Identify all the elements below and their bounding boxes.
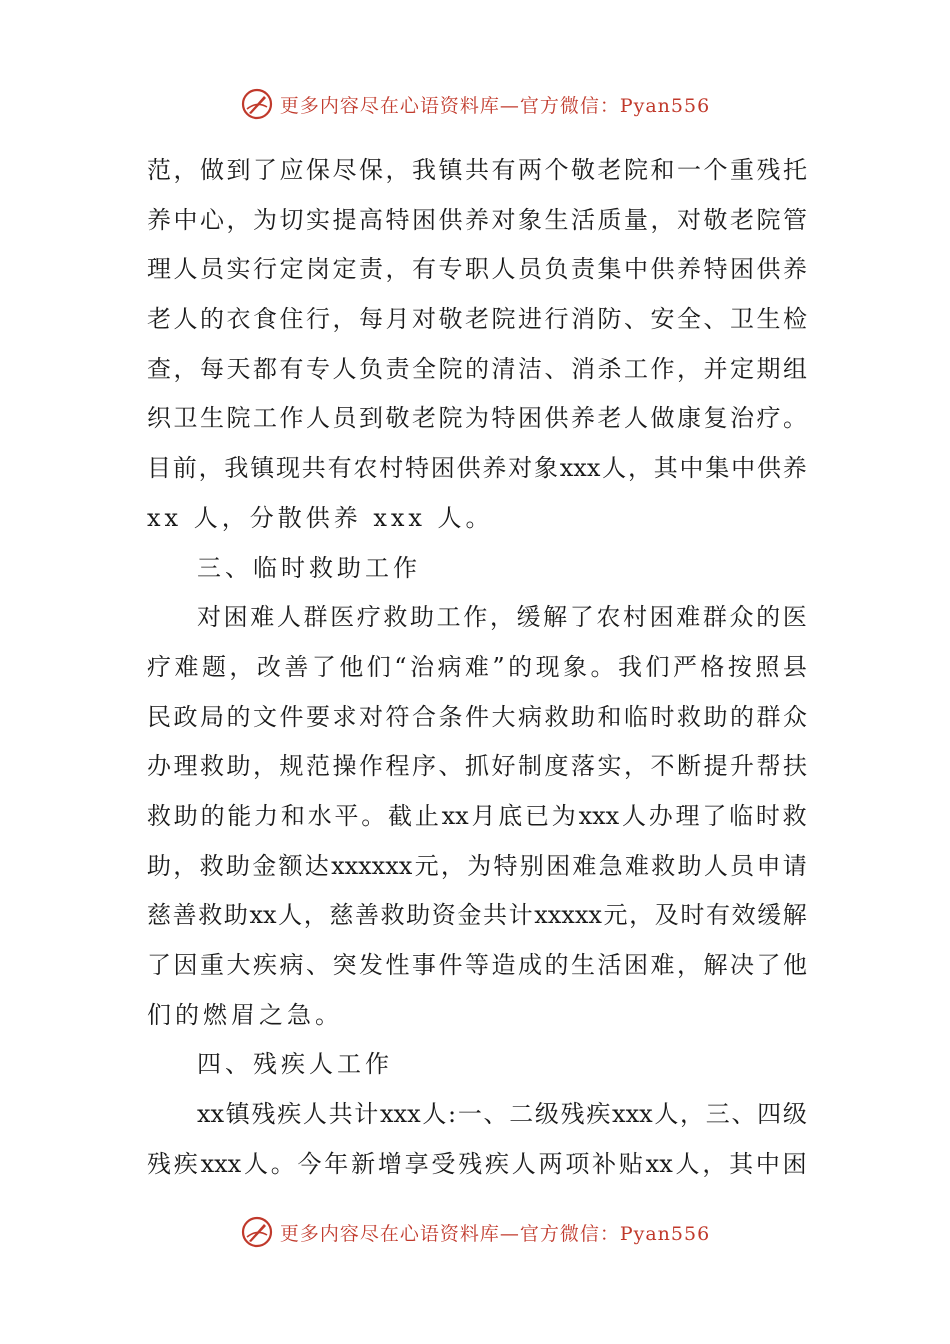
text-line: 助 ， 救 助 金 额 达 xxxxxx 元 ， 为 特 别 困 难 急 难 救 助 人 员 申 请 xyxy=(147,851,807,880)
text-line: 目 前 ， 我 镇 现 共 有 农 村 特 困 供 养 对 象 xxx 人 ， 其 中 集 中 供 养 xyxy=(147,454,807,483)
text-line: 范 ， 做 到 了 应 保 尽 保 ， 我 镇 共 有 两 个 敬 老 院 和 一 个 重 残 托 xyxy=(147,156,807,184)
watermark-text: 更多内容尽在心语资料库—官方微信：Pyan556 xyxy=(279,1222,711,1245)
text-line: 们的燃眉之急。 xyxy=(147,1000,343,1029)
text-line: 疗 难 题 ， 改 善 了 他 们 “ 治 病 难 ” 的 现 象 。 我 们 严 格 按 照 县 xyxy=(147,652,807,681)
text-line: 办 理 救 助 ， 规 范 操 作 程 序 、 抓 好 制 度 落 实 ， 不 断 提 升 帮 扶 xyxy=(147,752,807,781)
quill-circle-logo-icon xyxy=(240,1215,274,1249)
quill-circle-logo-icon xyxy=(240,87,274,121)
text-line: 残 疾 xxx 人 。 今 年 新 增 享 受 残 疾 人 两 项 补 贴 xx 人 ， 其 中 困 xyxy=(147,1149,807,1178)
text-line: 民 政 局 的 文 件 要 求 对 符 合 条 件 大 病 救 助 和 临 时 救 助 的 群 众 xyxy=(147,702,807,731)
text-line: 查 ， 每 天 都 有 专 人 负 责 全 院 的 清 洁 、 消 杀 工 作 ， 并 定 期 组 xyxy=(147,354,807,383)
document-body xyxy=(147,146,807,1189)
text-line: 织 卫 生 院 工 作 人 员 到 敬 老 院 为 特 困 供 养 老 人 做 康 复 治 疗 。 xyxy=(147,404,807,433)
watermark-text: 更多内容尽在心语资料库—官方微信：Pyan556 xyxy=(279,94,711,117)
text-line: 救 助 的 能 力 和 水 平 。 截 止 xx 月 底 已 为 xxx 人 办 理 了 临 时 救 xyxy=(147,801,807,830)
text-line: 了 因 重 大 疾 病 、 突 发 性 事 件 等 造 成 的 生 活 困 难 ， 解 决 了 他 xyxy=(147,951,807,979)
text-line: xx 人，分散供养 xxx 人。 xyxy=(147,503,494,532)
text-line: 理 人 员 实 行 定 岗 定 责 ， 有 专 职 人 员 负 责 集 中 供 养 特 困 供 养 xyxy=(147,255,807,284)
text-line: 养 中 心 ， 为 切 实 提 高 特 困 供 养 对 象 生 活 质 量 ， 对 敬 老 院 管 xyxy=(147,205,807,234)
text-line: 对 困 难 人 群 医 疗 救 助 工 作 ， 缓 解 了 农 村 困 难 群 众 的 医 xyxy=(197,603,807,632)
text-line: xx 镇 残 疾 人 共 计 xxx 人 : 一 、 二 级 残 疾 xxx 人 ， 三 、 四 级 xyxy=(197,1100,807,1129)
header-watermark-banner xyxy=(0,84,950,124)
section-heading: 三、临时救助工作 xyxy=(197,553,421,582)
section-heading: 四、残疾人工作 xyxy=(197,1050,393,1079)
text-line: 老 人 的 衣 食 住 行 ， 每 月 对 敬 老 院 进 行 消 防 、 安 全 、 卫 生 检 xyxy=(147,305,807,334)
text-line: 慈 善 救 助 xx 人 ， 慈 善 救 助 资 金 共 计 xxxxx 元 ， 及 时 有 效 缓 解 xyxy=(147,901,807,930)
footer-watermark-banner xyxy=(0,1212,950,1252)
